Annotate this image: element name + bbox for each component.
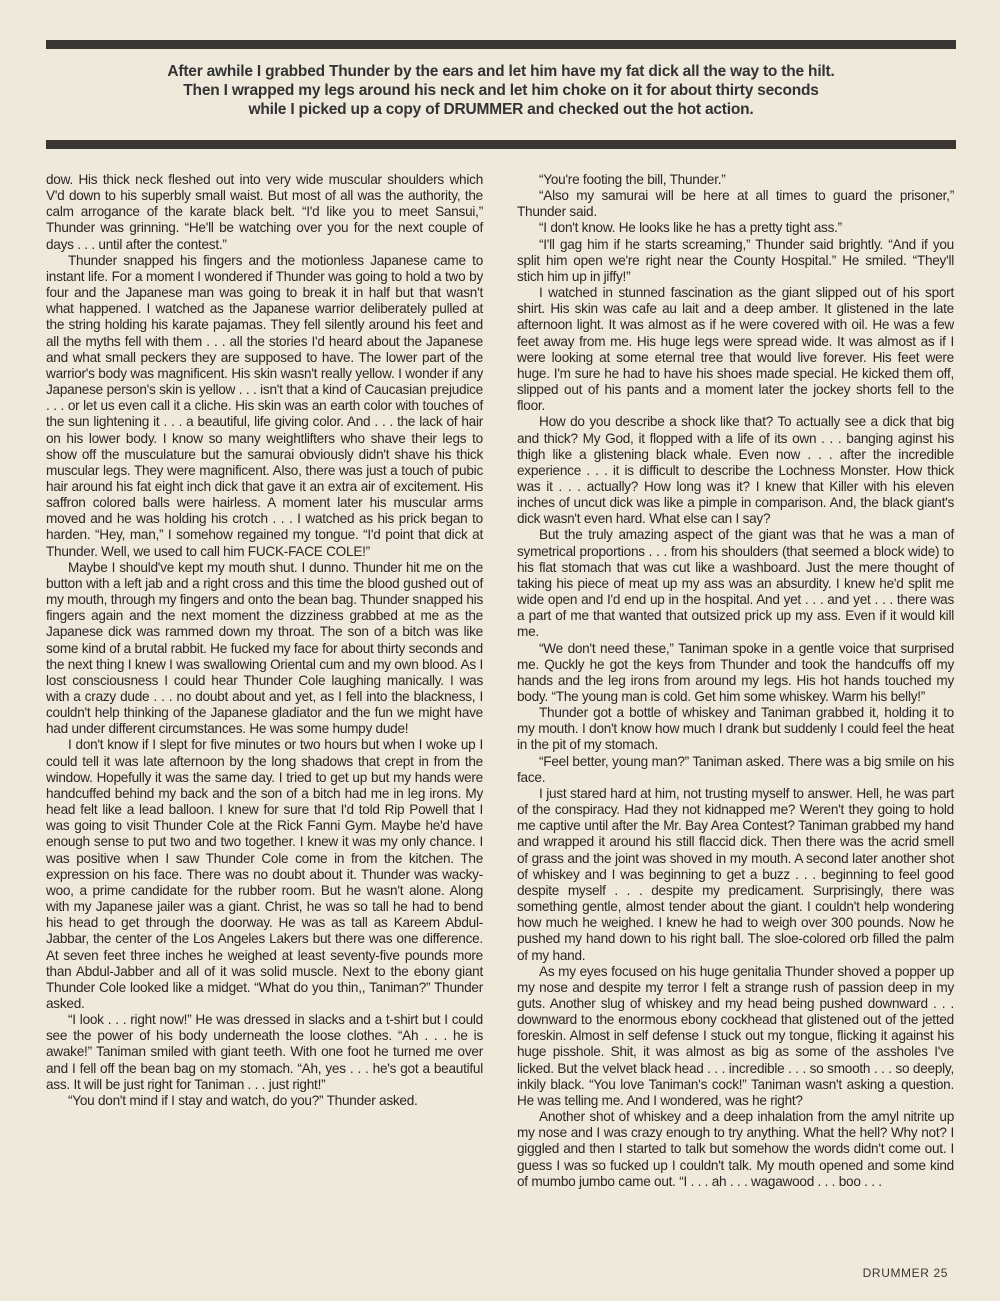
paragraph: I watched in stunned fascination as the giant slipped out of his sport shirt. His skin was cafe au lait and a deep amber. It glistened in the late afternoon light. It was almost as if he were covered with oil. He was a few feet away from me. His huge legs were spread wide. It was almost as if I were looking at some eternal tree that would live forever. His feet were huge. I'm sure he had to have his shoes made special. He kicked them off, slipped out of his pants and a moment later the jockey shorts fell to the floor.: [517, 285, 954, 414]
paragraph: “Feel better, young man?” Taniman asked. There was a big smile on his face.: [517, 753, 954, 785]
pull-quote: [46, 62, 956, 119]
top-rule: [46, 40, 956, 49]
paragraph: Thunder snapped his fingers and the motionless Japanese came to instant life. For a moment I wondered if Thunder was going to hold a two by four and the Japanese man was going to break it in half but that wasn't what happened. I watched as the Japanese warrior deliberately pulled at the string holding his karate pajamas. They fell silently around his feet and all the myths fell with them . . . all the stories I'd heard about the Japanese and what small peckers they are supposed to have. The lower part of the warrior's body was magnificent. His skin wasn't really yellow. I wonder if any Japanese person's skin is yellow . . . isn't that a kind of Caucasian prejudice . . . or let us even call it a cliche. His skin was an earth color with touches of the sun lightening it . . . a beautiful, life giving color. And . . . the lack of hair on his lower body. I know so many weightlifters who shave their legs to show off the musculature but the samurai obviously didn't shave his thick muscular legs. They were magnificent. Also, there was just a touch of pubic hair around his fat eight inch dick that gave it an extra air of excitement. His saffron colored balls were hairless. A moment later his muscular arms moved and he was holding his crotch . . . I watched as his prick began to harden. “Hey, man,” I somehow regained my tongue. “I'd point that dick at Thunder. Well, we used to call him FUCK-FACE COLE!”: [46, 252, 483, 559]
paragraph: “You don't mind if I stay and watch, do you?” Thunder asked.: [68, 1092, 418, 1108]
page-folio: DRUMMER 25: [862, 1266, 948, 1280]
paragraph: “I'll gag him if he starts screaming,” Thunder said brightly. “And if you split him open we're right near the County Hospital.” He smiled. “They'll stich him up in jiffy!”: [517, 236, 954, 284]
paragraph: But the truly amazing aspect of the giant was that he was a man of symetrical proportions . . . from his shoulders (that seemed a block wide) to his flat stomach that was cut like a washboard. Just the mere thought of taking his piece of meat up my ass was an absurdity. I knew he'd split me wide open and I'd end up in the hospital. And yet . . . and yet . . . there was a part of me that wanted that outsized prick up my ass. Even if it would kill me.: [517, 527, 954, 640]
paragraph: How do you describe a shock like that? To actually see a dick that big and thick? My God, it flopped with a life of its own . . . banging aginst his thigh like a glistening black whale. Even now . . . after the incredible experience . . . it is difficult to describe the Lochness Monster. How thick was it . . . actually? How long was it? I knew that Killer with his eleven inches of uncut dick was like a pimple in comparison. And, the black giant's dick wasn't even hard. What else can I say?: [517, 414, 954, 527]
paragraph: “I look . . . right now!” He was dressed in slacks and a t-shirt but I could see the power of his body underneath the loose clothes. “Ah . . . he is awake!” Taniman smiled with giant teeth. With one foot he turned me over and I fell off the bean bag on my stomach. “Ah, yes . . . he's got a beautiful ass. It will be just right for Taniman . . . just right!”: [46, 1012, 483, 1092]
paragraph: “I don't know. He looks like he has a pretty tight ass.”: [539, 220, 842, 236]
paragraph: As my eyes focused on his huge genitalia Thunder shoved a popper up my nose and despite my terror I felt a strange rush of passion deep in my guts. Another slug of whiskey and my head being pushed downward . . . downward to the enormous ebony cockhead that glistened out of the jetted foreskin. Almost in self defense I stuck out my tongue, flicking it against his huge pisshole. Shit, it was almost as big as some of the assholes I've licked. But the velvet black head . . . incredible . . . so smooth . . . so deeply, inkily black. “You love Taniman's cock!” Taniman wasn't asking a question. He was telling me. And I wondered, was he right?: [517, 963, 954, 1108]
paragraph: Another shot of whiskey and a deep inhalation from the amyl nitrite up my nose and I was crazy enough to try anything. What the hell? Why not? I giggled and then I started to talk but somehow the words didn't come out. I guess I was so fucked up I couldn't talk. My mouth opened and some kind of mumbo jumbo came out. “I . . . ah . . . wagawood . . . boo . . .: [517, 1109, 954, 1189]
bottom-rule: [46, 140, 956, 149]
paragraph: dow. His thick neck fleshed out into very wide muscular shoulders which V'd down to his superbly small waist. But most of all was the authority, the calm arrogance of the karate black belt. “I'd like you to meet Sansui,” Thunder was grinning. “He'll be watching over you for the next couple of days . . . until after the contest.”: [46, 172, 483, 252]
paragraph: I just stared hard at him, not trusting myself to answer. Hell, he was part of the conspiracy. Had they not kidnapped me? Weren't they going to hold me captive until after the Mr. Bay Area Contest? Taniman grabbed my hand and wrapped it around his still flaccid dick. Then there was the acrid smell of grass and the joint was shoved in my mouth. A second later another shot of whiskey and I was beginning to get a buzz . . . beginning to feel good despite myself . . . despite my predicament. Surprisingly, there was something gentle, almost tender about the giant. I couldn't help wondering how much he weighed. I knew he had to weigh over 300 pounds. Now he pushed my hand down to his right ball. The sloe-colored orb filled the palm of my hand.: [517, 785, 954, 963]
right-column: [517, 172, 954, 1190]
pull-quote-line: while I picked up a copy of DRUMMER and checked out the hot action.: [248, 101, 754, 118]
paragraph: “Also my samurai will be here at all times to guard the prisoner,” Thunder said.: [517, 188, 954, 220]
pull-quote-line: Then I wrapped my legs around his neck and let him choke on it for about thirty seconds: [183, 82, 819, 99]
paragraph: “You're footing the bill, Thunder.”: [539, 172, 726, 187]
left-column: [46, 172, 483, 1109]
paragraph: “We don't need these,” Taniman spoke in a gentle voice that surprised me. Quckly he got the keys from Thunder and took the handcuffs off my hands and the leg irons from around my legs. His hot hands touched my body. “The young man is cold. Get him some whiskey. Warm his belly!”: [517, 640, 954, 704]
paragraph: Maybe I should've kept my mouth shut. I dunno. Thunder hit me on the button with a left jab and a right cross and this time the blood gushed out of my mouth, through my fingers and onto the bean bag. Thunder snapped his fingers again and the next moment the dizziness grabbed at me as the Japanese dick was rammed down my throat. The son of a bitch was like some kind of a brutal rabbit. He fucked my face for about thirty seconds and the next thing I knew I was swallowing Oriental cum and my own blood. As I lost consciousness I could hear Thunder Cole laughing manically. I was with a crazy dude . . . no doubt about and yet, as I fell into the blackness, I couldn't help thinking of the Japanese gladiator and the fun we might have had under different circumstances. He was some humpy dude!: [46, 559, 483, 737]
paragraph: I don't know if I slept for five minutes or two hours but when I woke up I could tell it was late afternoon by the long shadows that crept in from the window. Hopefully it was the same day. I tried to get up but my hands were handcuffed behind my back and the son of a bitch had me in leg irons. My head felt like a lead balloon. I knew for sure that I'd told Rip Powell that I was going to visit Thunder Cole at the Rick Fanni Gym. Maybe he'd have enough sense to put two and two together. I knew it was my only chance. I was positive when I saw Thunder Cole come in from the kitchen. The expression on his face. There was no doubt about it. Thunder was wacky-woo, a prime candidate for the rubber room. But he wasn't alone. Along with my Japanese jailer was a giant. Christ, he was so tall he had to bend his head to get through the doorway. He was as tall as Kareem Abdul-Jabbar, the center of the Los Angeles Lakers but there was one difference. At seven feet three inches he weighed at least seventy-five pounds more than Abdul-Jabber and all of it was solid muscle. Next to the ebony giant Thunder Cole looked like a midget. “What do you thin,, Taniman?” Thunder asked.: [46, 737, 483, 1011]
pull-quote-line: After awhile I grabbed Thunder by the ears and let him have my fat dick all the way to the hilt.: [167, 63, 835, 80]
paragraph: Thunder got a bottle of whiskey and Taniman grabbed it, holding it to my mouth. I don't know how much I drank but suddenly I could feel the heat in the pit of my stomach.: [517, 705, 954, 753]
